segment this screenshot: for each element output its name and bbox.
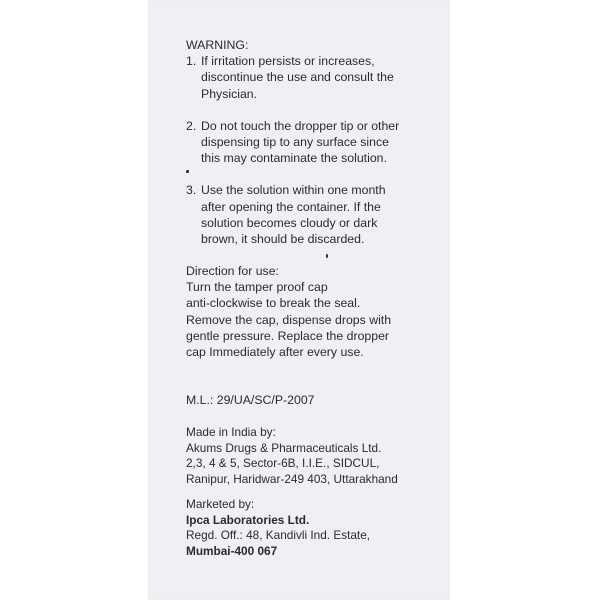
marketer-city: Mumbai-400 067 — [186, 543, 278, 558]
warning-title: WARNING: — [186, 38, 249, 52]
manufacturer-line: Akums Drugs & Pharmaceuticals Ltd. — [186, 440, 382, 455]
warning-item-number: 3. — [186, 183, 197, 198]
warning-item-line: If irritation persists or increases, — [201, 54, 375, 69]
warning-item-line: solution becomes cloudy or dark — [201, 215, 378, 230]
leaflet-card — [148, 0, 450, 600]
warning-item-1 — [186, 53, 436, 102]
direction-section — [186, 263, 436, 360]
warning-item-line: Physician. — [201, 86, 258, 101]
warning-item-line: Do not touch the dropper tip or other — [201, 118, 400, 133]
warning-item-2 — [186, 118, 436, 167]
direction-title: Direction for use: — [186, 264, 279, 278]
marketer-title: Marketed by: — [186, 497, 255, 511]
direction-line: Turn the tamper proof cap — [186, 280, 328, 295]
manufacturer-line: Ranipur, Haridwar-249 403, Uttarakhand — [186, 471, 398, 486]
warning-item-line: discontinue the use and consult the — [201, 70, 394, 85]
marketer-address: Regd. Off.: 48, Kandivli Ind. Estate, — [186, 528, 371, 543]
warning-item-number: 2. — [186, 118, 197, 133]
direction-line: anti-clockwise to break the seal. — [186, 296, 361, 311]
warning-item-3 — [186, 182, 436, 247]
direction-line: Remove the cap, dispense drops with — [186, 312, 392, 327]
warning-section — [186, 37, 436, 247]
print-speck — [326, 254, 328, 258]
warning-item-line: brown, it should be discarded. — [201, 232, 365, 247]
licence-number: M.L.: 29/UA/SC/P-2007 — [186, 393, 315, 407]
manufacturer-title: Made in India by: — [186, 425, 276, 439]
warning-item-number: 1. — [186, 54, 197, 69]
print-speck — [186, 170, 189, 173]
direction-line: cap Immediately after every use. — [186, 345, 364, 360]
marketer-company: Ipca Laboratories Ltd. — [186, 512, 310, 527]
manufacturer-section — [186, 425, 446, 487]
warning-item-line: Use the solution within one month — [201, 183, 386, 198]
warning-item-line: after opening the container. If the — [201, 199, 381, 214]
warning-item-line: dispensing tip to any surface since — [201, 135, 389, 150]
manufacturing-licence — [186, 392, 436, 408]
manufacturer-line: 2,3, 4 & 5, Sector-6B, I.I.E., SIDCUL, — [186, 456, 380, 471]
direction-line: gentle pressure. Replace the dropper — [186, 328, 390, 343]
warning-item-line: this may contaminate the solution. — [201, 151, 387, 166]
marketer-section — [186, 497, 436, 559]
